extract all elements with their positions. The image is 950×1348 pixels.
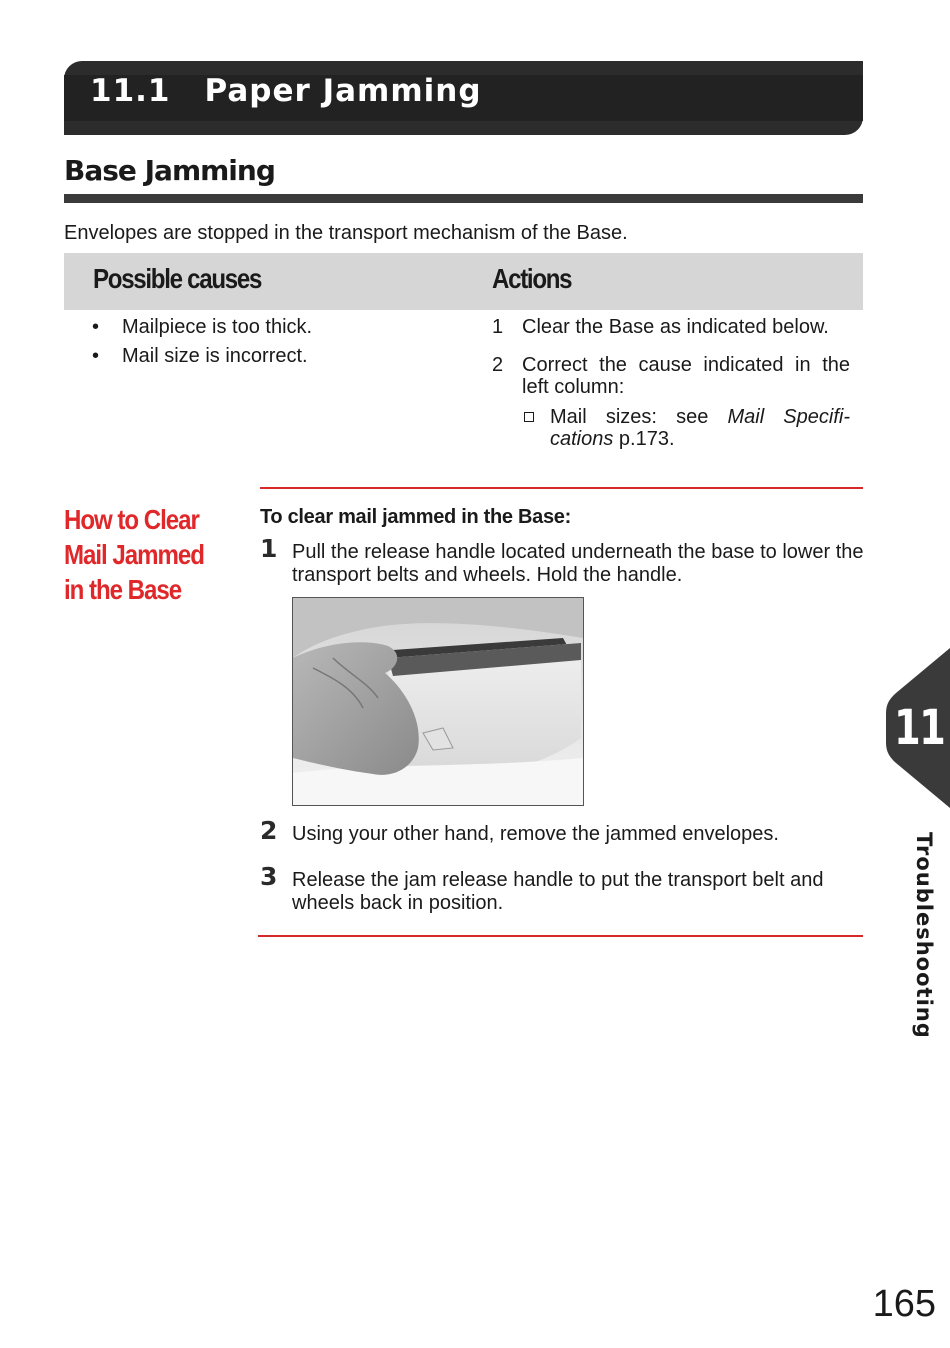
procedure-step	[260, 816, 864, 846]
step-text: Using your other hand, remove the jammed envelopes.	[292, 823, 779, 845]
checkbox-square-icon	[524, 412, 534, 422]
step-number: 3	[260, 862, 278, 891]
sub-action-prefix: Mail sizes: see	[550, 406, 728, 428]
cross-reference: Mail Specifi-cations	[550, 406, 850, 450]
section-number: 11.1	[90, 73, 171, 109]
sub-action-suffix: p.173.	[613, 428, 675, 450]
side-heading-line: in the Base	[64, 574, 182, 605]
step-text: Release the jam release handle to put the transport belt and wheels back in position.	[292, 869, 824, 914]
release-handle-photo	[292, 597, 584, 806]
cause-text: Mailpiece is too thick.	[122, 316, 313, 338]
subheading: Base Jamming	[64, 154, 275, 187]
action-text: Clear the Base as indicated below.	[522, 316, 829, 338]
step-number: 1	[260, 534, 278, 563]
subheading-rule	[64, 194, 863, 203]
page-number: 165	[872, 1283, 936, 1325]
cause-text: Mail size is incorrect.	[122, 345, 308, 367]
column-header-causes: Possible causes	[93, 263, 262, 294]
bullet: •	[92, 345, 100, 367]
procedure-step	[260, 534, 864, 587]
procedure-top-rule	[260, 487, 863, 489]
action-text: Correct the cause indicated in the left column:	[522, 354, 850, 398]
action-number: 2	[492, 354, 504, 376]
side-heading	[64, 502, 204, 607]
procedure-bottom-rule	[258, 935, 863, 937]
step-number: 2	[260, 816, 278, 845]
procedure-title: To clear mail jammed in the Base:	[260, 506, 571, 528]
intro-text: Envelopes are stopped in the transport mechanism of the Base.	[64, 222, 628, 244]
actions-list	[492, 316, 850, 466]
side-heading-line: Mail Jammed	[64, 539, 204, 570]
section-banner	[64, 61, 863, 135]
photo-illustration	[293, 598, 583, 805]
column-header-actions: Actions	[492, 263, 572, 294]
chapter-number: 11	[894, 700, 945, 756]
step-text: Pull the release handle located underneath the base to lower the transport belts and wheels. Hold the handle.	[292, 541, 864, 586]
list-item	[92, 345, 312, 368]
list-item	[92, 316, 312, 339]
list-item	[492, 354, 850, 450]
causes-list	[92, 316, 312, 374]
list-item	[492, 316, 850, 338]
action-number: 1	[492, 316, 504, 338]
section-title-text: Paper Jamming	[204, 73, 482, 109]
procedure-step	[260, 862, 864, 915]
sub-action	[522, 406, 850, 450]
table-header	[64, 253, 863, 310]
side-heading-line: How to Clear	[64, 504, 199, 535]
chapter-label: Troubleshooting	[912, 832, 936, 1039]
section-title	[90, 73, 482, 109]
bullet: •	[92, 316, 100, 338]
